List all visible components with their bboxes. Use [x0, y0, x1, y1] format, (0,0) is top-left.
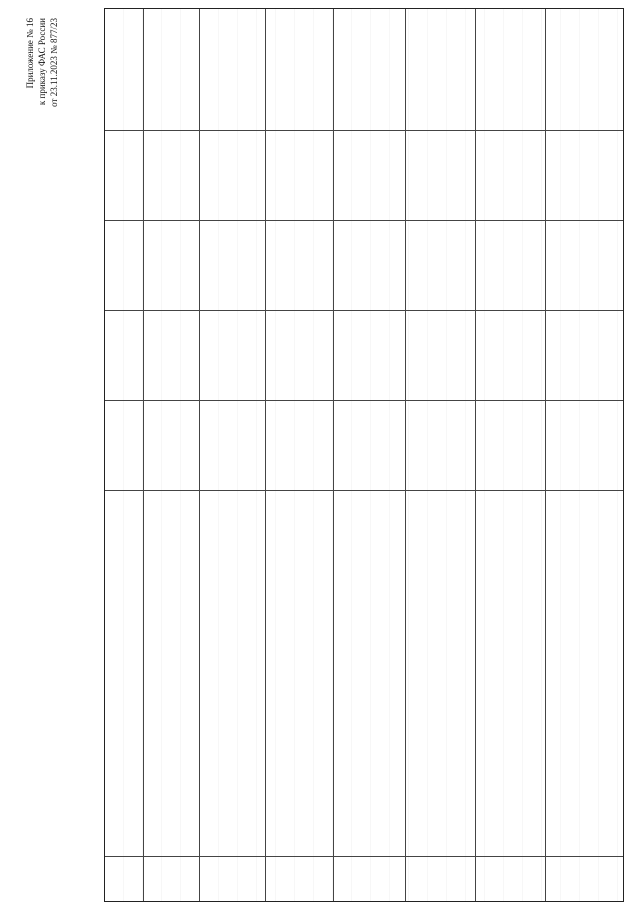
- table-row-divider: [265, 9, 266, 901]
- appendix-line: от 23.11.2023 № 877/23: [49, 18, 59, 107]
- table-column-divider: [105, 310, 623, 311]
- appendix-line: к приказу ФАС России: [37, 18, 47, 106]
- appendix-reference: [24, 18, 60, 107]
- table-column-divider: [105, 400, 623, 401]
- table-column-divider: [105, 130, 623, 131]
- table-row-divider: [545, 9, 546, 901]
- table-row-divider: [143, 9, 144, 901]
- tariff-table: [104, 8, 624, 902]
- table-row-divider: [199, 9, 200, 901]
- table-column-divider: [105, 490, 623, 491]
- table-row-divider: [475, 9, 476, 901]
- table-row-divider: [405, 9, 406, 901]
- table-column-divider: [105, 220, 623, 221]
- table-column-divider: [105, 856, 623, 857]
- appendix-line: Приложение № 16: [25, 18, 35, 89]
- table-row-divider: [333, 9, 334, 901]
